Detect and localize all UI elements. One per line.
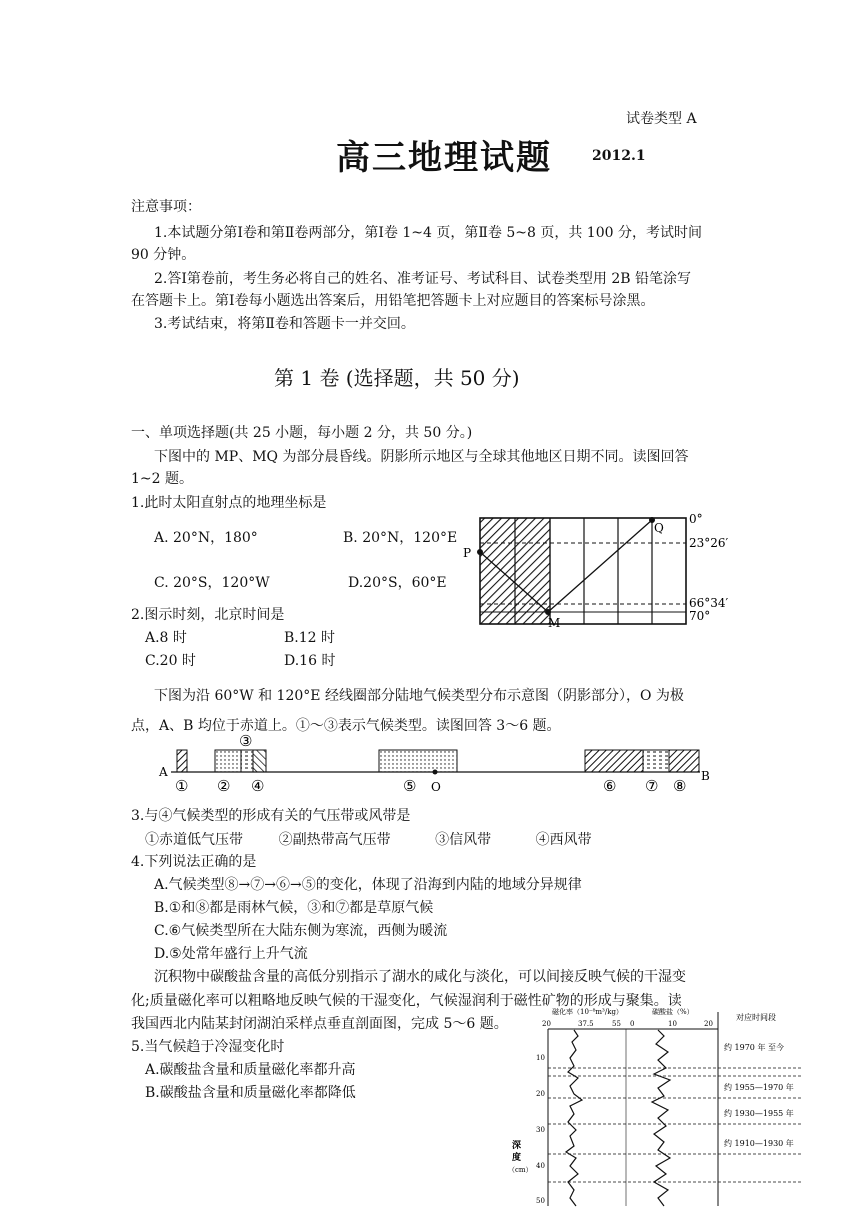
intro-3-cont-2: 我国西北内陆某封闭湖泊采样点垂直剖面图，完成 5～6 题。 (131, 1016, 508, 1032)
point-q-label: Q (654, 521, 664, 535)
point-p-label: P (463, 546, 472, 560)
q2-option-d: D.16 时 (284, 653, 336, 669)
climate-label-4: ④ (251, 777, 265, 795)
terminator-figure (460, 508, 730, 630)
q2-option-c: C.20 时 (145, 653, 196, 669)
q1-option-c: C. 20°S，120°W (154, 575, 270, 591)
point-b-label: B (701, 769, 710, 783)
notice-heading: 注意事项： (131, 199, 201, 215)
depth-20: 20 (536, 1090, 545, 1098)
depth-50: 50 (536, 1197, 545, 1205)
q1-option-b: B. 20°N，120°E (343, 530, 458, 546)
depth-30: 30 (536, 1126, 545, 1134)
magnetic-curve (566, 1030, 582, 1206)
question-4: 4.下列说法正确的是 (131, 854, 257, 870)
depth-40: 40 (536, 1162, 545, 1170)
point-m-label: M (548, 616, 561, 630)
climate-label-6: ⑥ (603, 777, 617, 795)
q5-option-a: A.碳酸盐含量和质量磁化率都升高 (145, 1062, 356, 1078)
q2-option-a: A.8 时 (145, 630, 187, 646)
period-2: 约 1955—1970 年 (724, 1083, 794, 1092)
mag-tick-1: 20 (542, 1020, 551, 1028)
part1-heading: 一、单项选择题(共 25 小题，每小题 2 分，共 50 分。) (131, 425, 473, 441)
page-title: 高三地理试题 (336, 138, 552, 178)
point-a-label: A (159, 765, 168, 779)
q2-option-b: B.12 时 (284, 630, 336, 646)
q1-option-d: D.20°S，60°E (348, 575, 447, 591)
q4-option-d: D.⑤处常年盛行上升气流 (154, 946, 308, 962)
intro-3: 沉积物中碳酸盐含量的高低分别指示了湖水的咸化与淡化，可以间接反映气候的干湿变 (154, 969, 686, 985)
carb-tick-1: 0 (630, 1020, 635, 1028)
intro-2-cont: 点，A、B 均位于赤道上。①～③表示气候类型。读图回答 3～6 题。 (131, 718, 561, 734)
climate-label-2: ② (217, 777, 231, 795)
question-2: 2.图示时刻，北京时间是 (131, 607, 285, 623)
climate-label-5: ⑤ (403, 777, 417, 795)
climate-block-6 (585, 750, 643, 772)
magnetic-header: 磁化率（10⁻⁸m³/kg） (552, 1008, 623, 1016)
climate-profile-figure (155, 734, 715, 796)
q3-options: ①赤道低气压带 ②副热带高气压带 ③信风带 ④西风带 (145, 832, 592, 848)
carbonate-header: 碳酸盐（%） (652, 1008, 694, 1016)
intro-1-cont: 1~2 题。 (131, 471, 193, 487)
carb-tick-3: 20 (704, 1020, 713, 1028)
mag-tick-2: 37.5 (578, 1020, 594, 1028)
pole-o-label: O (431, 780, 441, 794)
period-header: 对应时间段 (736, 1013, 776, 1022)
intro-2: 下图为沿 60°W 和 120°E 经线圈部分陆地气候类型分布示意图（阴影部分），O 为极 (154, 688, 684, 704)
mag-tick-3: 55 (612, 1020, 621, 1028)
carbonate-curve (652, 1030, 670, 1206)
climate-block-7 (643, 750, 669, 772)
depth-label-2: 度 (512, 1153, 522, 1163)
climate-block-5 (379, 750, 457, 772)
period-3: 约 1930—1955 年 (724, 1109, 794, 1118)
question-5: 5.当气候趋于冷湿变化时 (131, 1039, 285, 1055)
notice-item-2: 2.答Ⅰ第卷前，考生务必将自己的姓名、准考证号、考试科目、试卷类型用 2B 铅笔涂写 (154, 271, 691, 287)
q5-option-b: B.碳酸盐含量和质量磁化率都降低 (145, 1085, 356, 1101)
notice-item-3: 3.考试结束，将第Ⅱ卷和答题卡一并交回。 (154, 316, 415, 332)
climate-block-1 (177, 750, 187, 772)
depth-label-1: 深 (512, 1141, 522, 1151)
climate-block-3 (241, 750, 253, 772)
lat-70-label: 70° (689, 609, 711, 623)
climate-block-2 (215, 750, 241, 772)
lat-23-label: 23°26′ (689, 536, 729, 550)
q4-option-a: A.气候类型⑧→⑦→⑥→⑤的变化，体现了沿海到内陆的地域分异规律 (154, 877, 582, 893)
climate-block-4 (253, 750, 266, 772)
intro-1: 下图中的 MP、MQ 为部分晨昏线。阴影所示地区与全球其他地区日期不同。读图回答 (154, 449, 689, 465)
sediment-profile-figure (508, 1006, 808, 1212)
question-3: 3.与④气候类型的形成有关的气压带或风带是 (131, 808, 411, 824)
section-title: 第 1 卷 (选择题，共 50 分) (274, 366, 520, 390)
climate-label-1: ① (175, 777, 189, 795)
climate-block-8 (669, 750, 699, 772)
period-1: 约 1970 年 至今 (724, 1043, 784, 1052)
paper-type: 试卷类型 A (626, 111, 697, 127)
lat-0-label: 0° (689, 512, 703, 526)
q4-option-c: C.⑥气候类型所在大陆东侧为寒流，西侧为暖流 (154, 923, 448, 939)
q4-option-b: B.①和⑧都是雨林气候，③和⑦都是草原气候 (154, 900, 434, 916)
q1-option-a: A. 20°N，180° (154, 530, 258, 546)
question-1: 1.此时太阳直射点的地理坐标是 (131, 495, 327, 511)
notice-item-2-cont: 在答题卡上。第Ⅰ卷每小题选出答案后，用铅笔把答题卡上对应题目的答案标号涂黑。 (131, 293, 655, 309)
notice-item-1: 1.本试题分第Ⅰ卷和第Ⅱ卷两部分，第Ⅰ卷 1~4 页，第Ⅱ卷 5~8 页，共 100 分，考试时间 (154, 225, 702, 241)
lat-66-label: 66°34′ (689, 596, 729, 610)
exam-date: 2012.1 (592, 148, 646, 164)
climate-label-8: ⑧ (673, 777, 687, 795)
climate-label-7: ⑦ (645, 777, 659, 795)
notice-item-1-cont: 90 分钟。 (131, 247, 196, 263)
terminator-mq (548, 520, 652, 612)
period-4: 约 1910—1930 年 (724, 1139, 794, 1148)
depth-unit: （cm） (508, 1166, 533, 1174)
intro-3-cont-1: 化;质量磁化率可以粗略地反映气候的干湿变化，气候湿润利于磁性矿物的形成与聚集。读 (131, 993, 682, 1009)
climate-label-3: ③ (239, 734, 253, 750)
carb-tick-2: 10 (668, 1020, 677, 1028)
depth-10: 10 (536, 1054, 545, 1062)
